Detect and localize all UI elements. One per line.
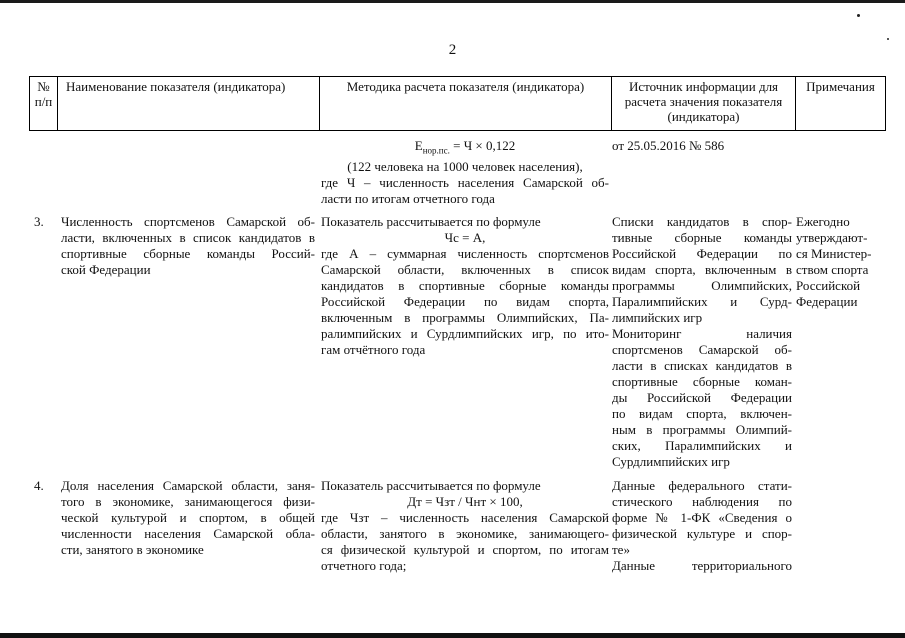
header-method: Методика расчета показателя (индикатора) [320, 77, 612, 131]
source-line: физической культуре и спор- [612, 526, 792, 541]
source-line: Данные территориального [612, 558, 792, 573]
table-row [29, 214, 885, 478]
method-intro: Показатель рассчитывается по формуле [321, 478, 541, 493]
method-line: ся физической культурой и спортом, по итогам [321, 542, 609, 557]
source-line: Списки кандидатов в спор- [612, 214, 792, 229]
name-line: ласти, включенных в список кандидатов в [61, 230, 315, 245]
table-header [29, 76, 886, 131]
formula: Дт = Чзт / Чнт × 100, [407, 494, 523, 509]
method-line: (122 человека на 1000 человек населения), [347, 158, 583, 174]
source-line: ских, Паралимпийских и [612, 438, 792, 453]
source-line: форме № 1-ФК «Сведения о [612, 510, 792, 525]
method-cell [321, 138, 609, 207]
source-cell [612, 214, 792, 470]
scan-speck [857, 14, 860, 17]
row-number: 4. [34, 478, 44, 493]
source-line: ным в программы Олимпий- [612, 422, 792, 437]
note-line: утверждают- [796, 230, 868, 245]
method-line: области, занятого в экономике, занимающего- [321, 526, 609, 541]
source-line: ласти в списках кандидатов в [612, 358, 792, 373]
method-line: где Ч – численность населения Самарской об- [321, 174, 609, 190]
source-line: видам спорта, включенным в [612, 262, 792, 277]
method-cell [321, 214, 609, 358]
notes-cell [796, 214, 885, 310]
method-intro: Показатель рассчитывается по формуле [321, 214, 541, 229]
header-notes: Примечания [796, 77, 886, 131]
table-body [29, 138, 885, 578]
source-line: спортивные сборные коман- [612, 374, 792, 389]
source-line: Паралимпийских и Сурд- [612, 294, 792, 309]
source-line: спортсменов Самарской об- [612, 342, 792, 357]
continuation-row [29, 138, 885, 214]
method-line: ралимпийских и Сурдлимпийских игр, по ито- [321, 326, 609, 341]
method-line: Российской Федерации по видам спорта, [321, 294, 609, 309]
page-number: 2 [448, 42, 457, 58]
source-line: по видам спорта, включен- [612, 406, 792, 421]
method-line: включенным в программы Олимпийских, Па- [321, 310, 609, 325]
row-number: 3. [34, 214, 44, 229]
source-line: лимпийских игр [612, 310, 703, 325]
method-line: гам отчётного года [321, 342, 426, 357]
header-source: Источник информации для расчета значения показателя (индикатора) [612, 77, 796, 131]
method-line: где А – суммарная численность спортсменов [321, 246, 609, 261]
note-line: Ежегодно [796, 214, 850, 229]
method-cell [321, 478, 609, 574]
source-line: Сурдлимпийских игр [612, 454, 730, 469]
note-line: ся Министер- [796, 246, 872, 261]
formula: $Е_{нор.пс.} = Ч \times 0,122$ [414, 138, 516, 156]
name-line: Доля населения Самарской области, заня- [61, 478, 315, 493]
source-line: тивные сборные команды [612, 230, 792, 245]
method-line: кандидатов в спортивные сборные команды [321, 278, 609, 293]
method-line: отчетного года; [321, 558, 407, 573]
source-line: Российской Федерации по [612, 246, 792, 261]
name-line: ческой культурой и спортом, в общей [61, 510, 315, 525]
header-name: Наименование показателя (индикатора) [58, 77, 320, 131]
note-line: Федерации [796, 294, 858, 309]
note-line: Российской [796, 278, 861, 293]
name-line: ской Федерации [61, 262, 151, 277]
source-line: Данные федерального стати- [612, 478, 792, 493]
name-line: сти, занятого в экономике [61, 542, 204, 557]
method-line: где Чзт – численность населения Самарской [321, 510, 609, 525]
name-line: численности населения Самарской обла- [61, 526, 315, 541]
source-cell [612, 478, 792, 574]
source-line: Мониторинг наличия [612, 326, 792, 341]
table-row [29, 478, 885, 578]
scan-speck [887, 38, 889, 40]
source-line: программы Олимпийских, [612, 278, 792, 293]
method-line: Самарской области, включенных в список [321, 262, 609, 277]
header-num: № п/п [30, 77, 58, 131]
source-cell: от 25.05.2016 № 586 [612, 138, 725, 153]
source-line: ды Российской Федерации [612, 390, 792, 405]
name-line: спортивные сборные команды Россий- [61, 246, 315, 261]
scan-edge-top [0, 0, 905, 3]
source-line: те» [612, 542, 630, 557]
source-line: стического наблюдения по [612, 494, 792, 509]
formula: Чс = А, [444, 230, 486, 245]
name-line: того в экономике, занимающегося физи- [61, 494, 315, 509]
scan-edge-bottom [0, 633, 905, 638]
note-line: ством спорта [796, 262, 869, 277]
method-line: ласти по итогам отчетного года [321, 190, 495, 206]
name-line: Численность спортсменов Самарской об- [61, 214, 315, 229]
indicator-name [61, 214, 315, 278]
indicator-name [61, 478, 315, 558]
